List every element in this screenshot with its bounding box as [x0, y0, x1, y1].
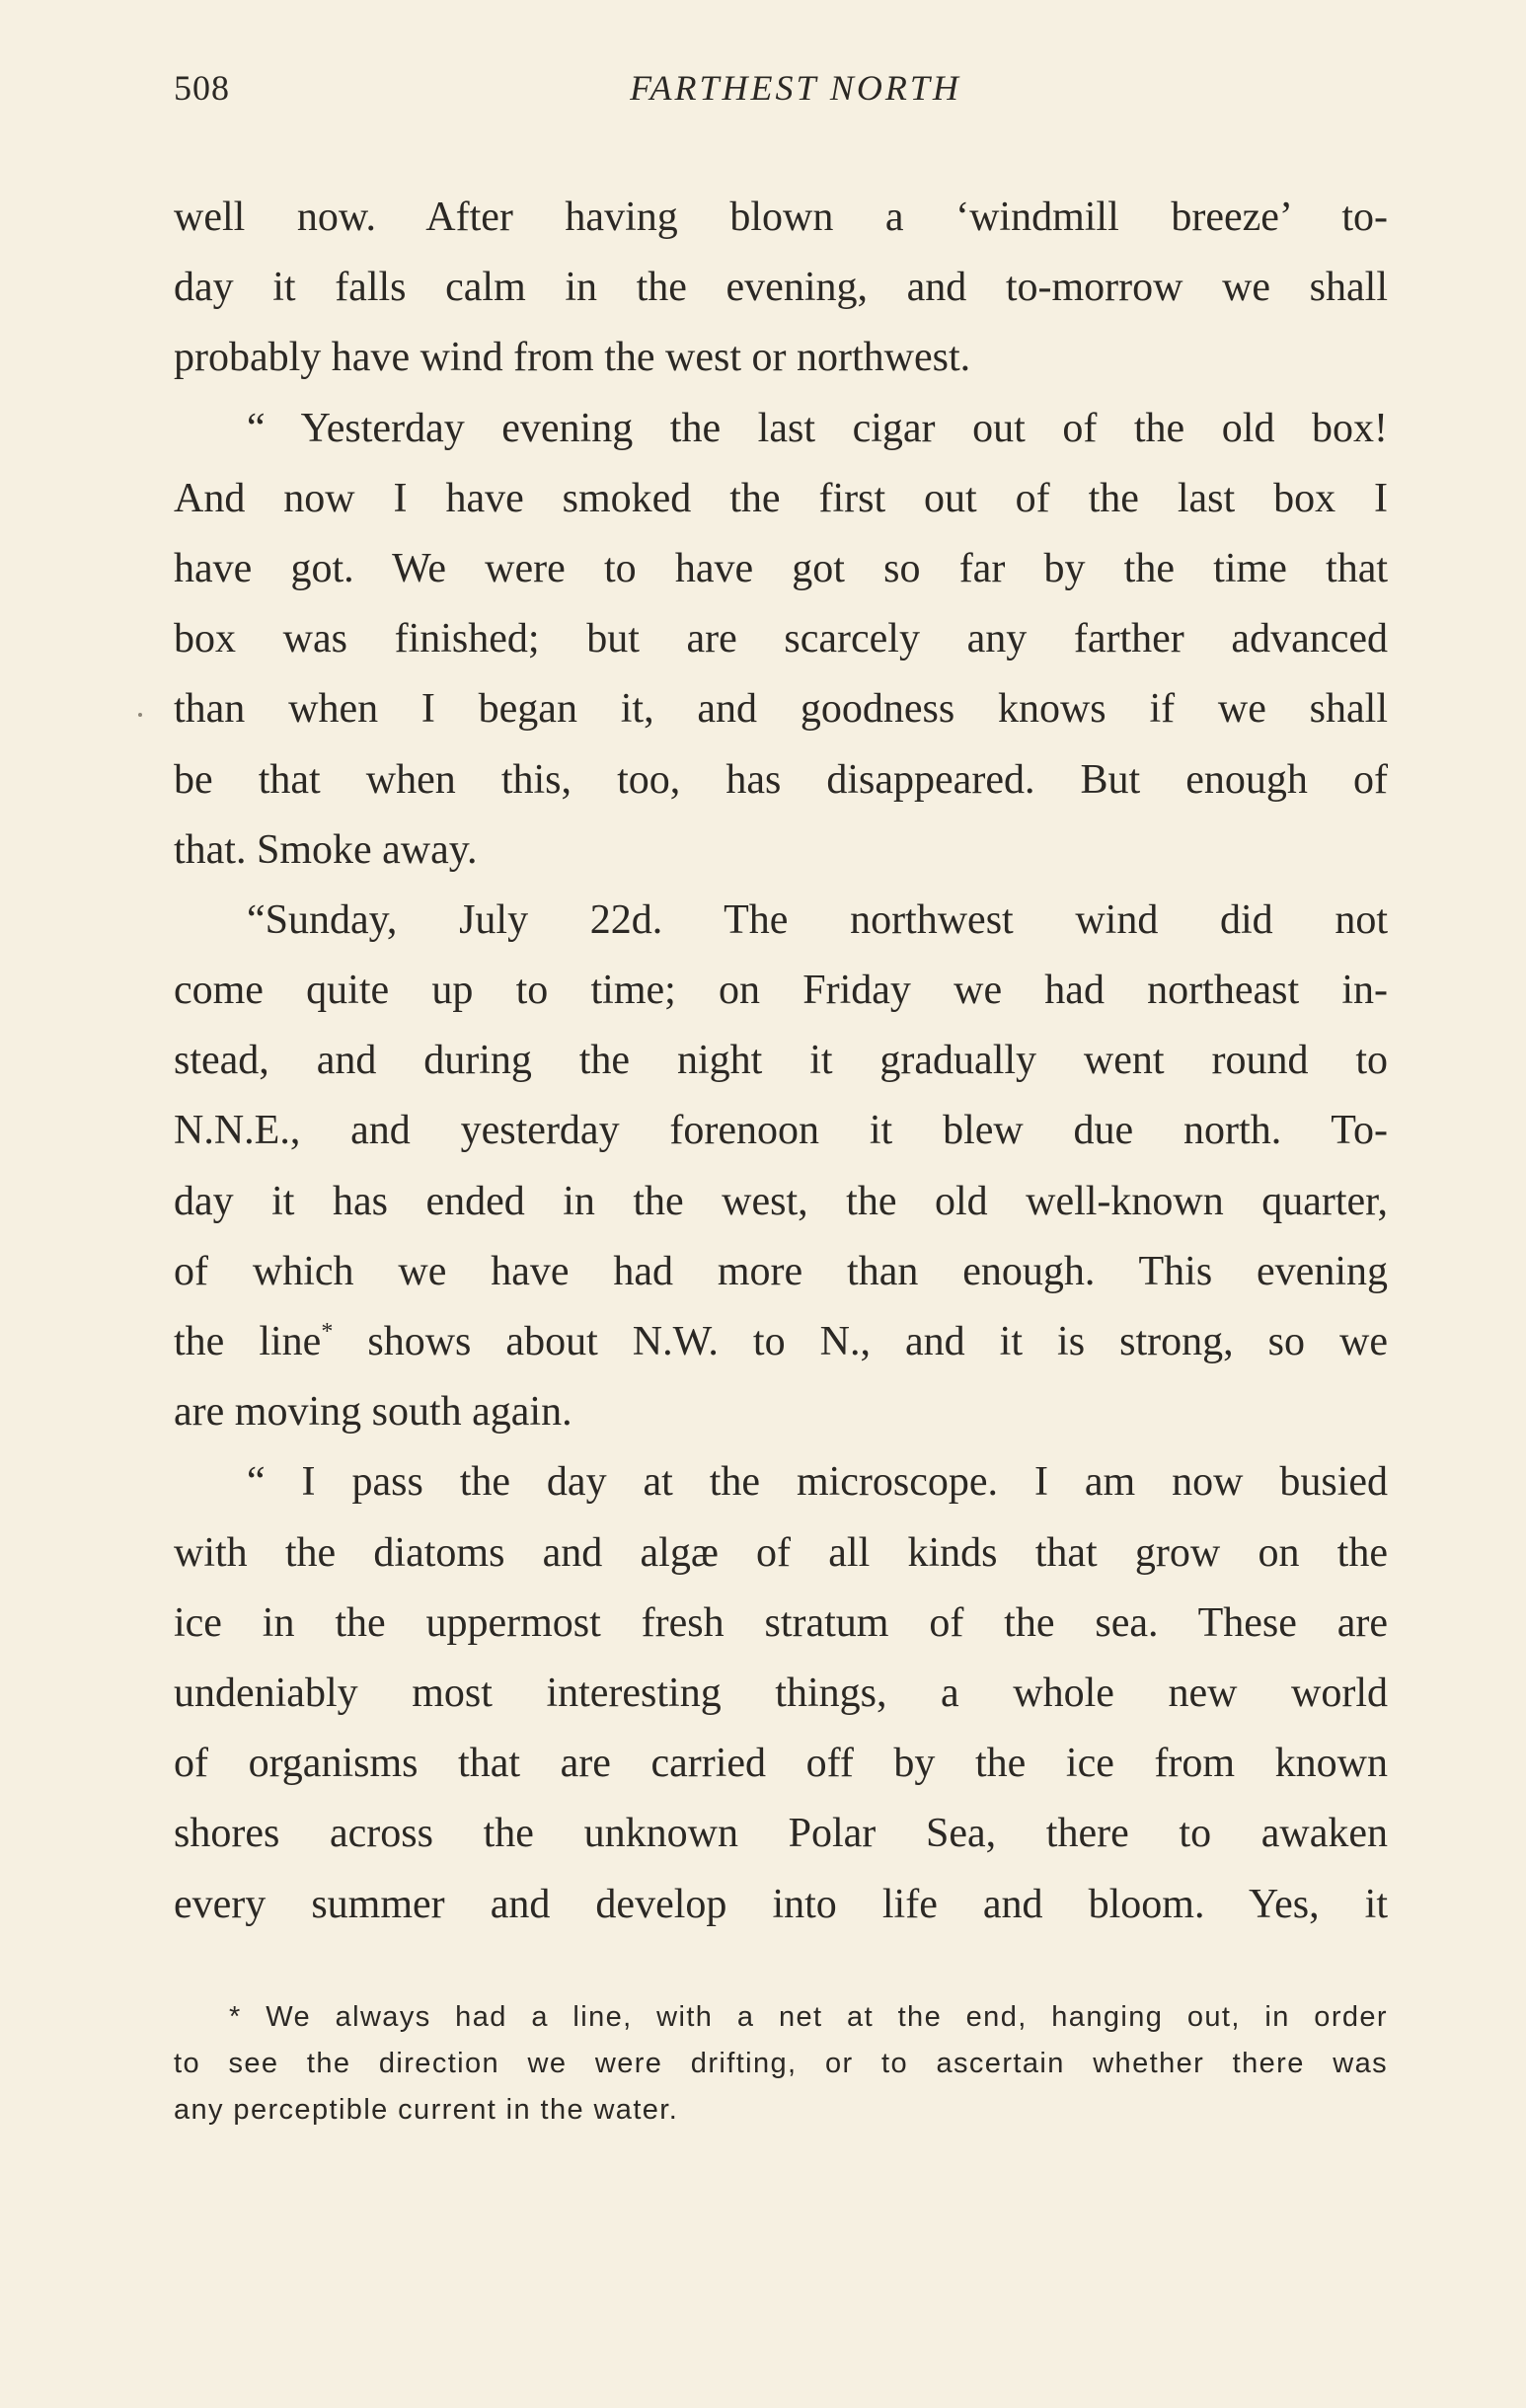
- text-line: box was finished; but are scarcely any farther advanced: [174, 616, 1388, 662]
- text-line: well now. After having blown a ‘windmill breeze’ to-: [174, 194, 1388, 240]
- text-line: day it falls calm in the evening, and to-morrow we shall: [174, 265, 1388, 311]
- text-line: with the diatoms and algæ of all kinds that grow on the: [174, 1529, 1388, 1576]
- page-number: 508: [174, 68, 230, 108]
- text-line: that. Smoke away.: [174, 826, 478, 873]
- text-fragment: the line: [174, 1319, 322, 1364]
- text-fragment: shows about N.W. to N., and it is strong, so we: [367, 1319, 1388, 1364]
- text-line: be that when this, too, has disappeared. But enough of: [174, 756, 1388, 803]
- body-text: [174, 183, 1388, 1940]
- text-line: day it has ended in the west, the old well-known quarter,: [174, 1178, 1388, 1224]
- text-line: than when I began it, and goodness knows if we shall: [174, 686, 1388, 733]
- text-line: “ I pass the day at the microscope. I am now busied: [247, 1459, 1388, 1506]
- text-line: every summer and develop into life and bloom. Yes, it: [174, 1881, 1388, 1927]
- footnote-line: to see the direction we were drifting, or to ascertain whether there was: [174, 2048, 1388, 2079]
- text-line: shores across the unknown Polar Sea, there to awaken: [174, 1811, 1388, 1857]
- text-line: ice in the uppermost fresh stratum of the sea. These are: [174, 1599, 1388, 1646]
- text-line: of organisms that are carried off by the ice from known: [174, 1741, 1388, 1787]
- footnote: [174, 1994, 1388, 2134]
- text-line: come quite up to time; on Friday we had northeast in-: [174, 968, 1388, 1014]
- paper-speck: [138, 713, 142, 717]
- running-title: FARTHEST NORTH: [630, 68, 961, 108]
- text-line: have got. We were to have got so far by the time that: [174, 545, 1388, 591]
- footnote-line: * We always had a line, with a net at the end, hanging out, in order: [229, 2001, 1388, 2033]
- footnote-reference: *: [321, 1319, 334, 1345]
- page-header: [174, 67, 1388, 126]
- text-line: undeniably most interesting things, a whole new world: [174, 1670, 1388, 1716]
- text-line-with-footnote-ref: [174, 1307, 1388, 1377]
- text-line: are moving south again.: [174, 1389, 572, 1436]
- text-line: “ Yesterday evening the last cigar out of the old box!: [247, 405, 1388, 451]
- text-line: stead, and during the night it gradually went round to: [174, 1038, 1388, 1084]
- text-line: N.N.E., and yesterday forenoon it blew due north. To-: [174, 1108, 1388, 1154]
- footnote-line: any perceptible current in the water.: [174, 2094, 679, 2126]
- text-line: of which we have had more than enough. This evening: [174, 1248, 1388, 1294]
- text-line: probably have wind from the west or northwest.: [174, 335, 971, 381]
- text-line: “Sunday, July 22d. The northwest wind did not: [247, 896, 1388, 943]
- text-line: And now I have smoked the first out of the last box I: [174, 475, 1388, 521]
